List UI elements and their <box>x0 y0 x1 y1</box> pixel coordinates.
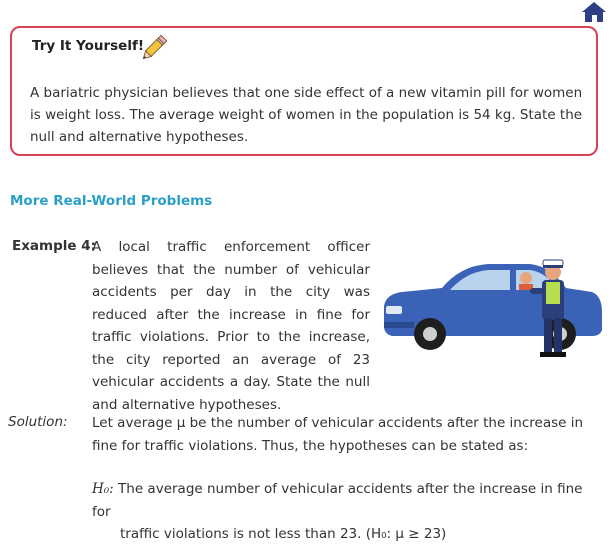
section-heading: More Real-World Problems <box>10 193 213 209</box>
example-text: A local traffic enforcement officer believes that the number of vehicular accidents per day in the city was reduced after the increase in fine for traffic violations. Prior to the increase, the city reported an average of 23 vehicular accidents a day. State the null and alternative hypotheses. <box>92 239 370 413</box>
null-hypothesis-symbol: H₀: <box>92 481 114 497</box>
traffic-officer-car-illustration <box>380 234 604 364</box>
solution-label: Solution: <box>8 414 68 430</box>
solution-text: Let average μ be the number of vehicular accidents after the increase in fine for traffic violations. Thus, the hypotheses can be stated as: <box>92 415 584 454</box>
example-label: Example 4: <box>12 238 97 254</box>
null-hypothesis-line1: The average number of vehicular accidents after the increase in fine for <box>92 481 583 520</box>
try-it-title: Try It Yourself! <box>32 38 144 54</box>
try-it-text: A bariatric physician believes that one side effect of a new vitamin pill for women is weight loss. The average weight of women in the population is 54 kg. State the null and alternative hypotheses. <box>30 85 583 145</box>
try-it-yourself-box <box>10 26 598 156</box>
null-hypothesis-line2: traffic violations is not less than 23. (H₀: μ ≥ 23) <box>120 526 447 542</box>
home-icon[interactable] <box>580 0 608 22</box>
null-hypothesis <box>92 478 604 546</box>
pencil-icon <box>138 32 170 64</box>
